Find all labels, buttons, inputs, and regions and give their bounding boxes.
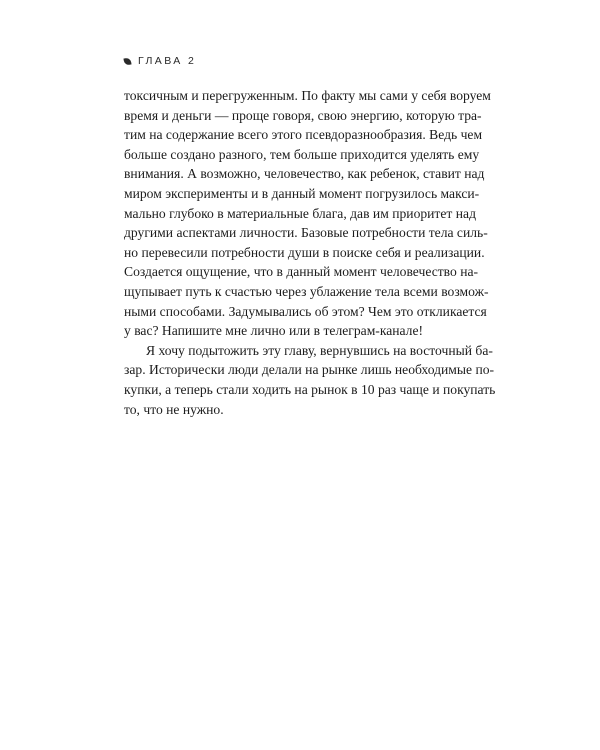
text-line: другими аспектами личности. Базовые потребности тела силь- [124, 225, 488, 241]
leaf-icon [123, 57, 131, 65]
text-line: мально глубоко в материальные блага, дав им приоритет над [124, 205, 476, 221]
text-line: миром эксперименты и в данный момент погрузилось макси- [124, 185, 480, 201]
chapter-label: ГЛАВА 2 [138, 55, 197, 67]
text-line: то, что не нужно. [124, 401, 224, 417]
text-line: зар. Исторически люди делали на рынке лишь необходимые по- [124, 362, 495, 378]
paragraph-1 [124, 86, 491, 341]
text-line: щупывает путь к счастью через ублажение тела всеми возмож- [124, 283, 489, 299]
text-line: Я хочу подытожить эту главу, вернувшись на восточный ба- [146, 342, 493, 358]
text-line: но перевесили потребности души в поиске себя и реализации. [124, 244, 485, 260]
paragraph-2 [124, 341, 496, 419]
text-line: больше создано разного, тем больше приходится уделять ему [124, 146, 480, 162]
text-line: Создается ощущение, что в данный момент человечество на- [124, 264, 479, 280]
running-head [124, 55, 196, 67]
text-line: ными способами. Задумывались об этом? Чем это откликается [124, 303, 487, 319]
text-line: время и деньги — проще говоря, свою энергию, которую тра- [124, 107, 482, 123]
text-line: у вас? Напишите мне лично или в телеграм-канале! [124, 323, 424, 339]
text-line: токсичным и перегруженным. По факту мы сами у себя воруем [124, 88, 491, 103]
text-line: купки, а теперь стали ходить на рынок в 10 раз чаще и покупать [124, 381, 496, 397]
text-line: внимания. А возможно, человечество, как ребенок, ставит над [124, 166, 485, 182]
text-line: тим на содержание всего этого псевдоразнообразия. Ведь чем [124, 127, 483, 143]
body-text [124, 86, 496, 419]
